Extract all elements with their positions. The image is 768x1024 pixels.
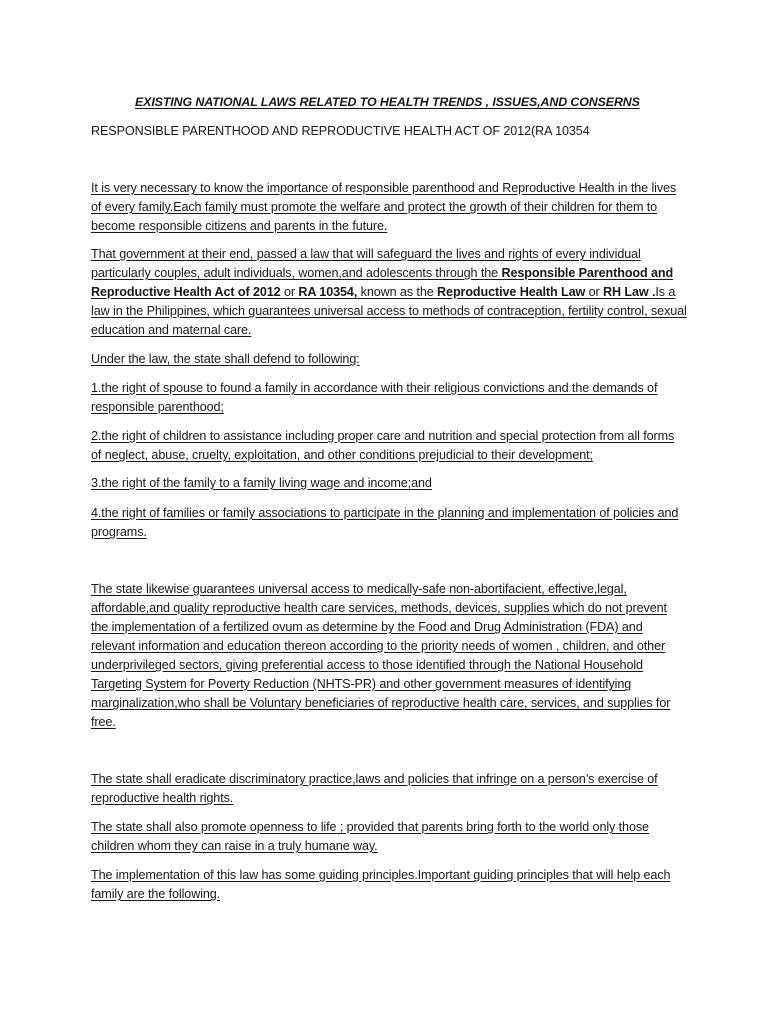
rh-law-act-name: Responsible Parenthood and Reproductive Health Act of 2012	[91, 266, 674, 299]
rh-law-text-3: known as the	[357, 285, 438, 299]
rh-law-short-name: Reproductive Health Law	[437, 285, 586, 299]
rh-law-text-5: Is a law in the Philippines, which guarantees universal access to methods of contraception, fertility control, sexual education and maternal care.	[91, 285, 687, 337]
rh-law-abbrev: RH Law .	[603, 285, 656, 299]
right-item-2: 2.the right of children to assistance including proper care and nutrition and special protection from all forms of neglect, abuse, cruelty, exploitation, and other conditions prejudicial to their development;	[91, 429, 675, 462]
right-item-4: 4.the right of families or family associations to participate in the planning and implementation of policies and programs.	[91, 506, 679, 539]
paragraph-state-defend: Under the law, the state shall defend to following:	[91, 352, 360, 366]
paragraph-openness-to-life: The state shall also promote openness to life ; provided that parents bring forth to the world only those children whom they can raise in a truly humane way.	[91, 820, 649, 853]
paragraph-universal-access: The state likewise guarantees universal access to medically-safe non-abortifacient, effective,legal, affordable,and quality reproductive health care services, methods, devices, supplies which do not prevent the implementation of a fertilized ovum as determine by the Food and Drug Administration (FDA) and relevant information and education thereon according to the priority needs of women , children, and other underprivileged sectors, giving preferential access to those identified through the National Household Targeting System for Poverty Reduction (NHTS-PR) and other government measures of identifying marginalization,who shall be Voluntary beneficiaries of reproductive health care, services, and supplies for free.	[91, 582, 671, 729]
rh-law-text-4: or	[585, 285, 603, 299]
right-item-3: 3.the right of the family to a family living wage and income;and	[91, 476, 432, 490]
paragraph-importance: It is very necessary to know the importance of responsible parenthood and Reproductive Health in the lives of every family.Each family must promote the welfare and protect the growth of their children for them to become responsible citizens and parents in the future.	[91, 181, 677, 233]
rh-law-text-1: That government at their end, passed a law that will safeguard the lives and rights of every individual particularly couples, adult individuals, women,and adolescents through the	[91, 247, 641, 280]
right-item-1: 1.the right of spouse to found a family in accordance with their religious convictions and the demands of responsible parenthood;	[91, 381, 658, 414]
document-title: EXISTING NATIONAL LAWS RELATED TO HEALTH TRENDS , ISSUES,AND CONSERNS	[135, 95, 640, 109]
paragraph-guiding-principles: The implementation of this law has some guiding principles.Important guiding principles that will help each family are the following.	[91, 868, 671, 901]
paragraph-eradicate-discrimination: The state shall eradicate discriminatory practice,laws and policies that infringe on a person’s exercise of reproductive health rights.	[91, 772, 658, 805]
rh-law-ra-number: RA 10354,	[298, 285, 358, 299]
document-subtitle: RESPONSIBLE PARENTHOOD AND REPRODUCTIVE HEALTH ACT OF 2012(RA 10354	[91, 124, 590, 138]
rh-law-text-2: or	[280, 285, 299, 299]
paragraph-rh-law	[91, 245, 687, 340]
